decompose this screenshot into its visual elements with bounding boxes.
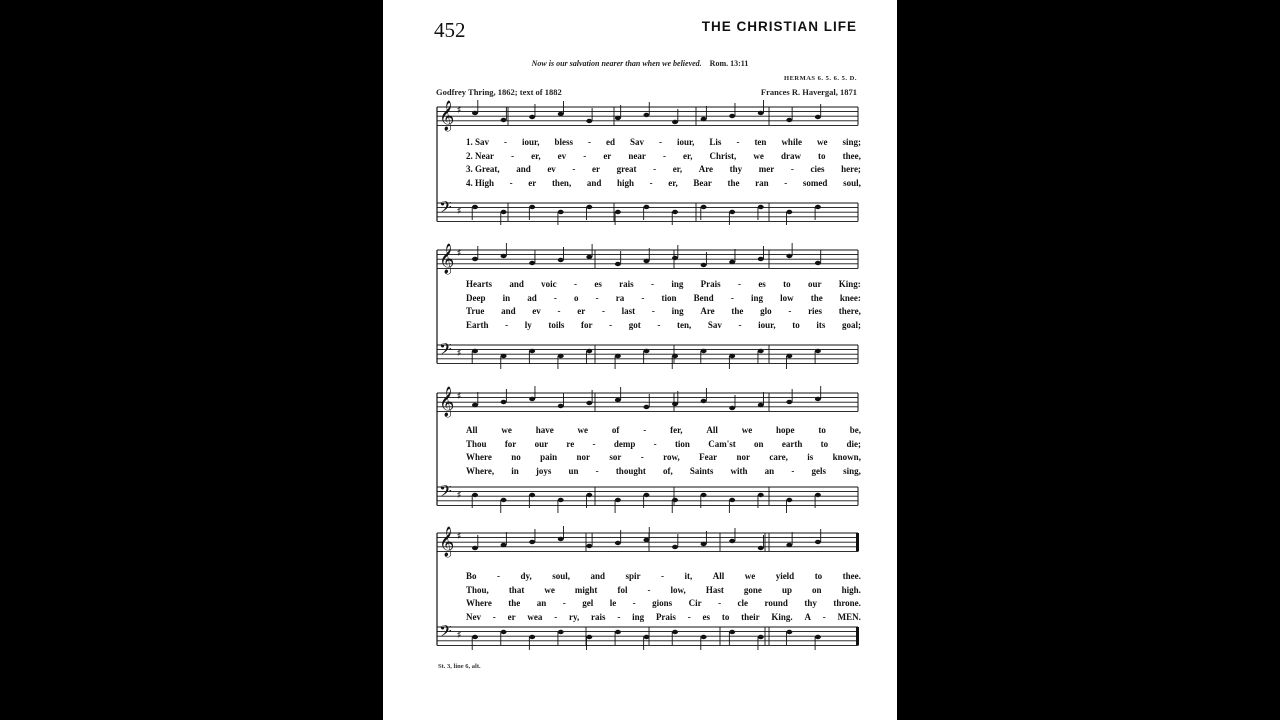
lyric-syllable: - — [651, 306, 655, 316]
lyric-syllable: fer, — [670, 425, 683, 435]
lyric-syllable: we — [544, 584, 555, 595]
lyric-syllable: o — [574, 292, 579, 303]
lyric-syllable: iour, — [522, 137, 540, 147]
hymnal-page — [383, 0, 897, 720]
lyric-syllable: er, — [683, 150, 693, 161]
lyric-syllable: - — [660, 571, 664, 581]
lyric-line — [466, 425, 861, 435]
lyric-syllable: Nev — [466, 611, 481, 622]
lyric-syllable: ing — [671, 306, 684, 316]
lyric-syllable: spir — [625, 571, 641, 581]
svg-text:♯: ♯ — [457, 630, 461, 639]
lyric-line — [466, 452, 861, 462]
svg-text:𝄞: 𝄞 — [439, 527, 455, 557]
lyric-syllable: - — [509, 177, 513, 188]
lyric-syllable: no — [511, 452, 521, 462]
lyric-syllable: All — [466, 425, 478, 435]
lyric-syllable: er, — [531, 150, 541, 161]
lyric-syllable: - — [497, 571, 500, 581]
lyric-syllable: and — [586, 177, 602, 188]
lyric-syllable: - — [601, 306, 605, 316]
lyric-syllable: glo — [760, 306, 772, 316]
svg-text:𝄞: 𝄞 — [439, 387, 455, 417]
lyric-syllable: - — [657, 319, 661, 330]
text-author: Godfrey Thring, 1862; text of 1882 — [436, 87, 562, 97]
lyric-syllable: - — [574, 279, 577, 289]
lyric-syllable: ries — [808, 306, 823, 316]
lyric-syllable: nor — [576, 452, 590, 462]
lyric-syllable: Bend — [693, 292, 714, 303]
lyric-syllable: - — [617, 611, 621, 622]
lyric-syllable: sing; — [842, 137, 861, 147]
lyric-syllable: we — [577, 425, 589, 435]
lyric-syllable: we — [744, 571, 756, 581]
lyric-syllable: - — [583, 150, 587, 161]
lyric-syllable: - — [592, 438, 596, 449]
lyric-syllable: and — [509, 279, 524, 289]
lyric-syllable: thee, — [842, 150, 861, 161]
lyric-syllable: high. — [841, 584, 861, 595]
lyric-syllable: known, — [832, 452, 861, 462]
lyric-syllable: to — [721, 611, 730, 622]
lyric-syllable: thought — [615, 465, 646, 476]
lyric-syllable: - — [653, 164, 657, 174]
lyric-syllable: - — [730, 292, 734, 303]
lyric-syllable: - — [737, 279, 741, 289]
svg-text:♯: ♯ — [457, 248, 461, 257]
lyric-syllable: up — [781, 584, 792, 595]
svg-text:𝄢: 𝄢 — [439, 481, 452, 505]
lyric-syllable: dy, — [520, 571, 532, 581]
lyric-syllable: an — [536, 598, 547, 608]
lyric-syllable: to — [818, 150, 826, 161]
lyric-syllable: nor — [736, 452, 750, 462]
lyric-syllable: All — [712, 571, 725, 581]
lyric-syllable: ing — [750, 292, 763, 303]
lyric-syllable: er — [528, 177, 537, 188]
lyric-syllable: and — [516, 164, 531, 174]
lyric-syllable: last — [621, 306, 636, 316]
lyric-syllable: thee. — [842, 571, 861, 581]
lyric-syllable: cle — [737, 598, 749, 608]
lyric-line — [466, 178, 861, 188]
lyric-syllable: 3. Great, — [466, 164, 500, 174]
lyric-syllable: Cam'st — [708, 438, 736, 449]
lyric-syllable: on — [812, 584, 822, 595]
lyric-syllable: ev — [547, 164, 556, 174]
epigraph-reference: Rom. 13:11 — [709, 59, 749, 68]
lyric-syllable: - — [738, 319, 742, 330]
lyric-syllable: - — [641, 292, 645, 303]
lyric-syllable: - — [553, 292, 557, 303]
lyric-syllable: Are — [698, 164, 714, 174]
lyric-syllable: near — [628, 150, 646, 161]
lyric-syllable: with — [730, 465, 748, 476]
lyric-syllable: an — [764, 465, 775, 476]
lyric-line — [466, 306, 861, 316]
lyric-syllable: our — [534, 438, 549, 449]
lyric-syllable: - — [632, 598, 636, 608]
lyric-line — [466, 439, 861, 449]
lyric-syllable: ly — [524, 319, 532, 330]
lyric-syllable: for — [581, 319, 593, 330]
svg-text:♯: ♯ — [457, 348, 461, 357]
lyric-syllable: to — [814, 571, 823, 581]
lyric-syllable: our — [807, 279, 822, 289]
lyric-syllable: of — [611, 425, 620, 435]
lyric-syllable: die; — [846, 438, 861, 449]
lyric-line — [466, 598, 861, 608]
lyric-line — [466, 279, 861, 289]
lyric-syllable: - — [687, 611, 691, 622]
svg-text:𝄢: 𝄢 — [439, 621, 452, 645]
lyric-syllable: be, — [849, 425, 861, 435]
lyric-syllable: and — [501, 306, 516, 316]
lyric-syllable: great — [616, 164, 637, 174]
lyric-syllable: we — [741, 425, 753, 435]
lyric-syllable: its — [816, 319, 826, 330]
lyric-syllable: mer — [758, 164, 775, 174]
lyric-syllable: bless — [554, 137, 573, 147]
lyric-syllable: soul, — [552, 571, 570, 581]
lyric-syllable: King. — [771, 611, 793, 622]
lyric-syllable: 1. Sav — [466, 137, 490, 147]
lyric-syllable: then, — [551, 177, 572, 188]
lyric-syllable: - — [643, 425, 647, 435]
lyric-syllable: Christ, — [709, 150, 737, 161]
lyric-syllable: Fear — [699, 452, 718, 462]
lyric-syllable: - — [658, 137, 662, 147]
lyric-syllable: A — [804, 611, 811, 622]
lyric-syllable: - — [650, 279, 654, 289]
lyric-syllable: gions — [652, 598, 673, 608]
lyric-syllable: er — [603, 150, 612, 161]
lyric-syllable: tion — [674, 438, 690, 449]
lyric-syllable: draw — [780, 150, 801, 161]
lyric-syllable: Thou — [466, 438, 487, 449]
svg-text:𝄞: 𝄞 — [439, 244, 455, 274]
hymn-number: 452 — [434, 18, 466, 42]
lyric-syllable: that — [508, 584, 525, 595]
lyric-syllable: - — [736, 137, 740, 147]
lyric-syllable: un — [568, 465, 579, 476]
lyric-syllable: the — [810, 292, 823, 303]
lyric-syllable: fol — [617, 584, 628, 595]
lyric-syllable: Lis — [709, 137, 722, 147]
lyric-syllable: Prais — [700, 279, 721, 289]
lyric-syllable: earth — [781, 438, 803, 449]
lyric-syllable: ra — [615, 292, 625, 303]
music-composer: Frances R. Havergal, 1871 — [760, 87, 857, 97]
lyric-syllable: have — [535, 425, 554, 435]
svg-text:♯: ♯ — [457, 105, 461, 114]
lyric-syllable: gels — [811, 465, 826, 476]
lyric-syllable: it, — [684, 571, 693, 581]
lyric-syllable: sor — [609, 452, 622, 462]
lyric-syllable: demp — [613, 438, 636, 449]
lyric-syllable: voic — [541, 279, 557, 289]
lyric-syllable: pain — [540, 452, 558, 462]
svg-text:♯: ♯ — [457, 206, 461, 215]
lyric-syllable: es — [702, 611, 711, 622]
lyric-syllable: low — [780, 292, 794, 303]
lyric-syllable: thy — [804, 598, 817, 608]
lyric-syllable: Hearts — [466, 279, 492, 289]
lyric-syllable: re — [566, 438, 575, 449]
lyric-syllable: Where, — [466, 465, 495, 476]
lyric-line — [466, 151, 861, 161]
lyric-syllable: - — [647, 584, 651, 595]
epigraph-text: Now is our salvation nearer than when we believed. — [531, 59, 702, 68]
lyric-syllable: to — [792, 319, 800, 330]
svg-text:𝄞: 𝄞 — [439, 101, 455, 131]
lyric-syllable: got — [628, 319, 641, 330]
lyric-syllable: - — [504, 137, 508, 147]
lyric-syllable: knee: — [839, 292, 861, 303]
lyric-syllable: Sav — [629, 137, 644, 147]
lyric-syllable: MEN. — [837, 611, 861, 622]
lyric-syllable: ing — [671, 279, 684, 289]
lyric-syllable: - — [572, 164, 576, 174]
lyric-syllable: tion — [661, 292, 677, 303]
lyric-syllable: le — [609, 598, 617, 608]
lyric-syllable: hope — [776, 425, 795, 435]
lyric-syllable: - — [718, 598, 722, 608]
lyric-syllable: - — [562, 598, 566, 608]
lyric-syllable: on — [754, 438, 764, 449]
lyric-syllable: low, — [670, 584, 686, 595]
lyric-line — [466, 137, 861, 147]
lyric-syllable: high — [617, 177, 635, 188]
lyric-syllable: in — [502, 292, 511, 303]
svg-text:♯: ♯ — [457, 391, 461, 400]
lyric-syllable: here; — [841, 164, 861, 174]
lyric-syllable: Earth — [466, 319, 489, 330]
lyric-syllable: round — [764, 598, 788, 608]
lyric-syllable: joys — [535, 465, 552, 476]
lyric-syllable: - — [822, 611, 826, 622]
lyric-line — [466, 293, 861, 303]
lyric-syllable: ad — [527, 292, 537, 303]
lyric-syllable: while — [781, 137, 802, 147]
lyric-syllable: - — [640, 452, 644, 462]
lyric-syllable: - — [788, 306, 792, 316]
lyric-syllable: ev — [532, 306, 541, 316]
lyric-syllable: there, — [838, 306, 861, 316]
svg-text:𝄢: 𝄢 — [439, 339, 452, 363]
lyric-syllable: - — [649, 177, 653, 188]
lyric-syllable: - — [505, 319, 509, 330]
section-title: THE CHRISTIAN LIFE — [701, 19, 857, 34]
lyric-syllable: - — [595, 292, 599, 303]
lyric-syllable: cies — [810, 164, 825, 174]
lyric-syllable: toils — [548, 319, 565, 330]
lyric-syllable: Where — [466, 452, 492, 462]
lyric-syllable: to — [818, 425, 826, 435]
lyric-line — [466, 612, 861, 622]
lyric-syllable: Bear — [693, 177, 712, 188]
lyric-syllable: ry, — [568, 611, 580, 622]
lyric-syllable: er — [577, 306, 586, 316]
lyric-syllable: - — [557, 306, 561, 316]
lyric-syllable: - — [784, 177, 788, 188]
lyric-syllable: Prais — [655, 611, 676, 622]
lyric-line — [466, 585, 861, 595]
lyric-syllable: in — [511, 465, 519, 476]
lyric-syllable: - — [595, 465, 599, 476]
lyric-syllable: es — [758, 279, 766, 289]
lyric-syllable: ten, — [677, 319, 692, 330]
lyric-syllable: rais — [591, 611, 606, 622]
lyric-syllable: yield — [775, 571, 795, 581]
lyric-syllable: Hast — [705, 584, 724, 595]
lyric-syllable: might — [574, 584, 598, 595]
lyric-syllable: care, — [769, 452, 788, 462]
lyric-syllable: the — [508, 598, 521, 608]
lyric-syllable: to — [820, 438, 829, 449]
svg-text:♯: ♯ — [457, 490, 461, 499]
lyric-syllable: - — [554, 611, 558, 622]
lyric-syllable: thy — [729, 164, 743, 174]
lyric-syllable: is — [807, 452, 814, 462]
lyric-syllable: we — [501, 425, 512, 435]
lyric-syllable: gel — [582, 598, 594, 608]
lyric-syllable: All — [706, 425, 718, 435]
lyric-syllable: ing — [632, 611, 645, 622]
lyric-syllable: - — [511, 150, 515, 161]
lyric-syllable: er, — [668, 177, 678, 188]
tune-name: HERMAS 6. 5. 6. 5. D. — [784, 75, 857, 82]
lyric-syllable: goal; — [841, 319, 861, 330]
lyric-syllable: iour, — [676, 137, 695, 147]
lyric-syllable: - — [653, 438, 657, 449]
lyric-syllable: er — [592, 164, 601, 174]
lyric-line — [466, 466, 861, 476]
lyric-syllable: wea — [527, 611, 543, 622]
lyric-line — [466, 571, 861, 581]
lyric-syllable: soul, — [843, 177, 861, 188]
lyric-syllable: ten — [754, 137, 767, 147]
svg-text:♯: ♯ — [457, 531, 461, 540]
lyric-syllable: ed — [605, 137, 615, 147]
lyric-syllable: er — [507, 611, 516, 622]
lyric-syllable: es — [594, 279, 602, 289]
lyric-syllable: we — [816, 137, 828, 147]
lyric-syllable: - — [662, 150, 666, 161]
svg-text:𝄢: 𝄢 — [439, 197, 452, 221]
lyric-syllable: iour, — [758, 319, 776, 330]
lyric-syllable: True — [466, 306, 485, 316]
lyric-syllable: King: — [838, 279, 861, 289]
lyric-syllable: Cir — [688, 598, 702, 608]
lyric-syllable: Bo — [466, 571, 477, 581]
lyric-syllable: throne. — [833, 598, 861, 608]
lyric-syllable: er, — [672, 164, 683, 174]
lyric-syllable: their — [741, 611, 760, 622]
lyric-syllable: sing, — [843, 465, 861, 476]
lyric-syllable: Are — [700, 306, 715, 316]
lyric-syllable: gone — [743, 584, 762, 595]
lyric-syllable: - — [791, 465, 795, 476]
lyric-syllable: - — [790, 164, 794, 174]
lyric-syllable: Where — [466, 598, 492, 608]
lyric-syllable: ran — [755, 177, 769, 188]
footnote: St. 3, line 6, alt. — [438, 663, 481, 670]
lyric-syllable: ev — [557, 150, 567, 161]
lyric-line — [466, 320, 861, 330]
lyric-syllable: Sav — [707, 319, 722, 330]
lyric-syllable: of, — [662, 465, 673, 476]
lyric-syllable: - — [609, 319, 613, 330]
lyric-syllable: 4. High — [466, 177, 495, 188]
lyric-syllable: the — [731, 306, 744, 316]
lyric-syllable: Deep — [466, 292, 486, 303]
lyric-syllable: for — [504, 438, 517, 449]
lyric-syllable: to — [783, 279, 791, 289]
lyric-line — [466, 164, 861, 174]
lyric-syllable: the — [727, 177, 740, 188]
lyric-syllable: we — [753, 150, 764, 161]
lyric-syllable: rais — [619, 279, 634, 289]
lyric-syllable: somed — [802, 177, 828, 188]
lyric-syllable: Saints — [689, 465, 714, 476]
lyric-syllable: row, — [663, 452, 680, 462]
lyric-syllable: Thou, — [466, 584, 489, 595]
lyric-syllable: 2. Near — [466, 150, 494, 161]
lyric-syllable: - — [492, 611, 496, 622]
lyric-syllable: and — [590, 571, 605, 581]
lyric-syllable: - — [587, 137, 591, 147]
